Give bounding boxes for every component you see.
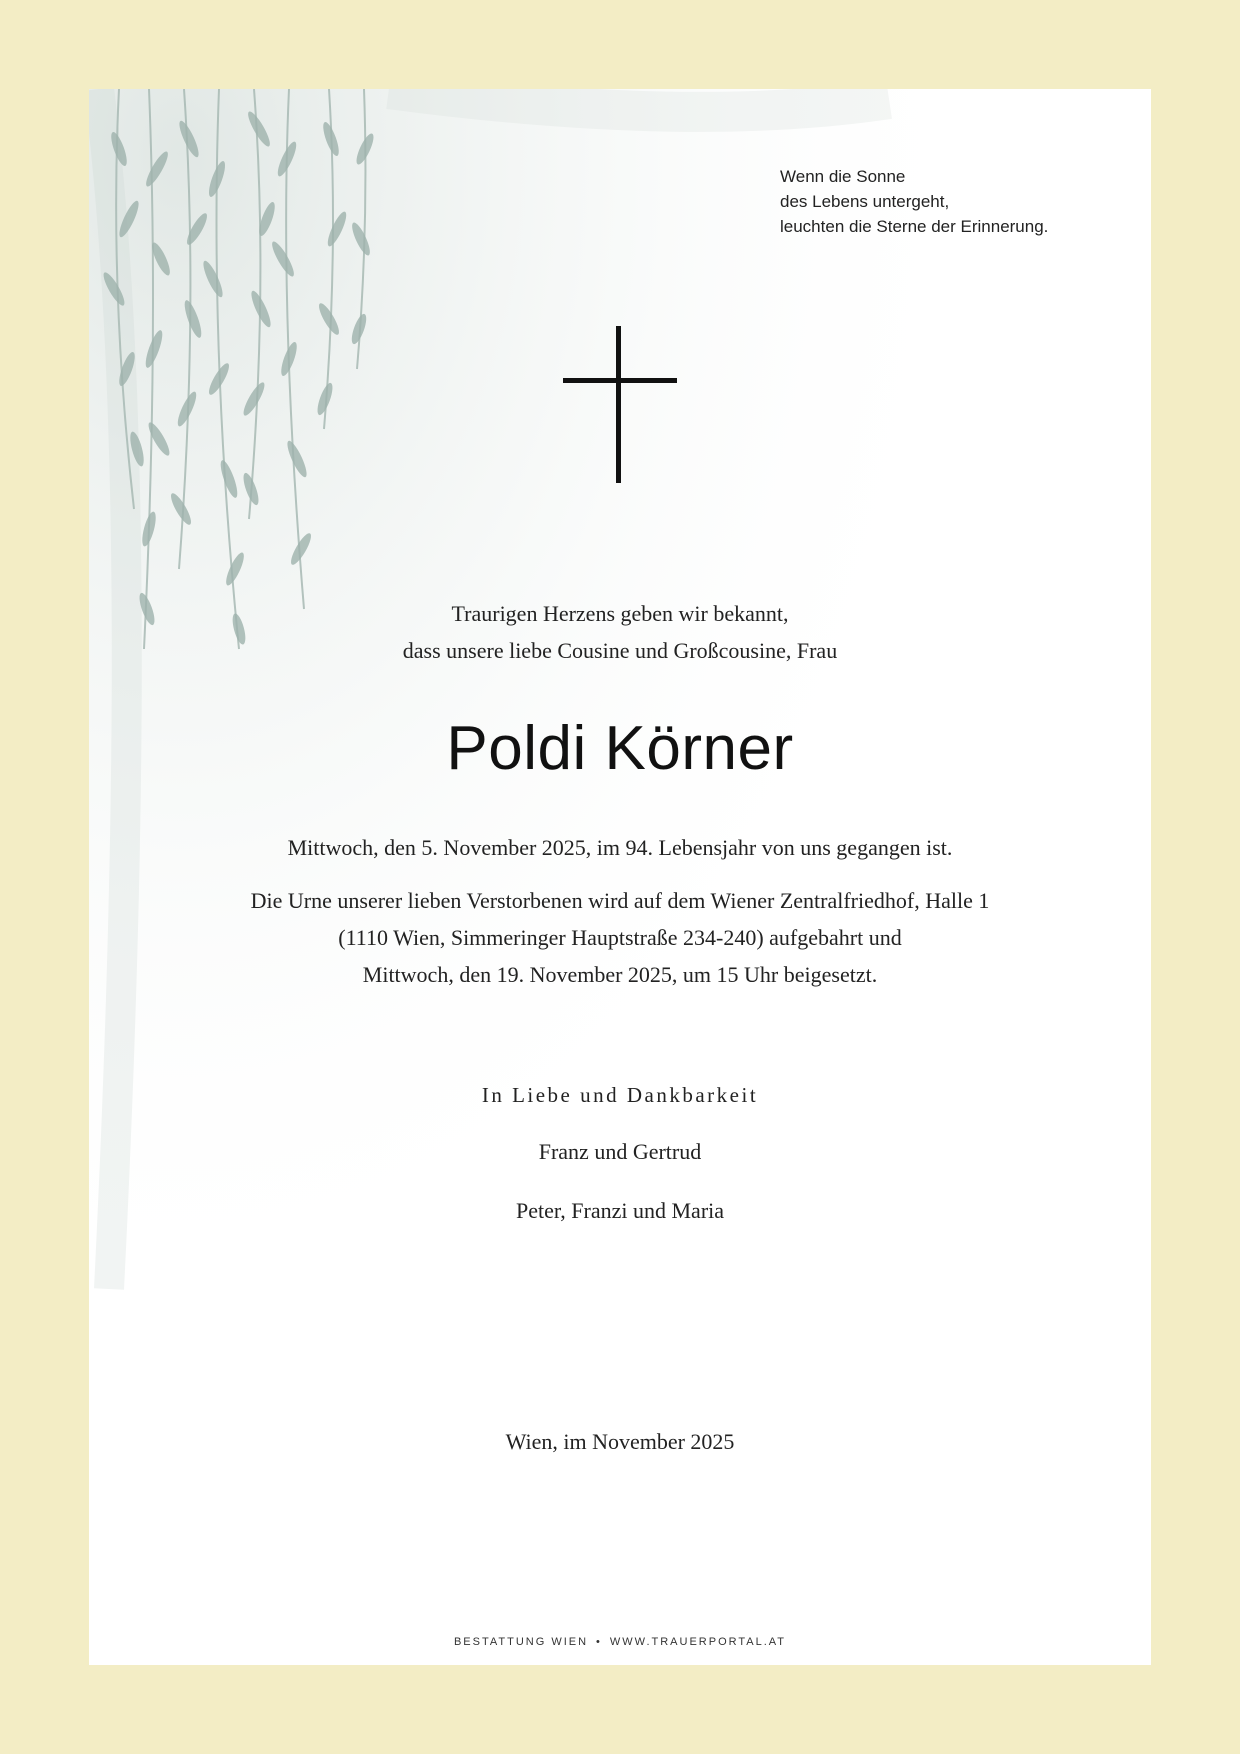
burial-line: (1110 Wien, Simmeringer Hauptstraße 234-240) aufgebahrt und: [338, 925, 902, 950]
burial-line: Die Urne unserer lieben Verstorbenen wird auf dem Wiener Zentralfriedhof, Halle 1: [250, 888, 990, 913]
passing-statement: Mittwoch, den 5. November 2025, im 94. Lebensjahr von uns gegangen ist.: [287, 835, 953, 860]
intro-line: dass unsere liebe Cousine und Großcousine, Frau: [402, 638, 838, 663]
burial-details: [89, 882, 1151, 993]
place-and-date: Wien, im November 2025: [505, 1429, 735, 1454]
mourner-names: Peter, Franzi und Maria: [515, 1198, 725, 1223]
deceased-name: Poldi Körner: [446, 714, 794, 783]
cross-icon: [563, 326, 677, 483]
burial-line: Mittwoch, den 19. November 2025, um 15 Uhr beigesetzt.: [362, 962, 878, 987]
funeral-home-name: BESTATTUNG WIEN: [453, 1636, 589, 1648]
footer-imprint: [89, 1636, 1151, 1648]
website-link[interactable]: WWW.TRAUERPORTAL.AT: [609, 1636, 787, 1648]
closing-greeting: In Liebe und Dankbarkeit: [481, 1083, 759, 1107]
announcement-intro: [89, 595, 1151, 669]
obituary-card: [89, 89, 1151, 1665]
intro-line: Traurigen Herzens geben wir bekannt,: [451, 601, 789, 626]
mourner-names: Franz und Gertrud: [538, 1139, 702, 1164]
memorial-quote: Wenn die Sonne des Lebens untergeht, leuchten die Sterne der Erinnerung.: [780, 167, 1049, 236]
footer-separator: •: [596, 1636, 602, 1648]
